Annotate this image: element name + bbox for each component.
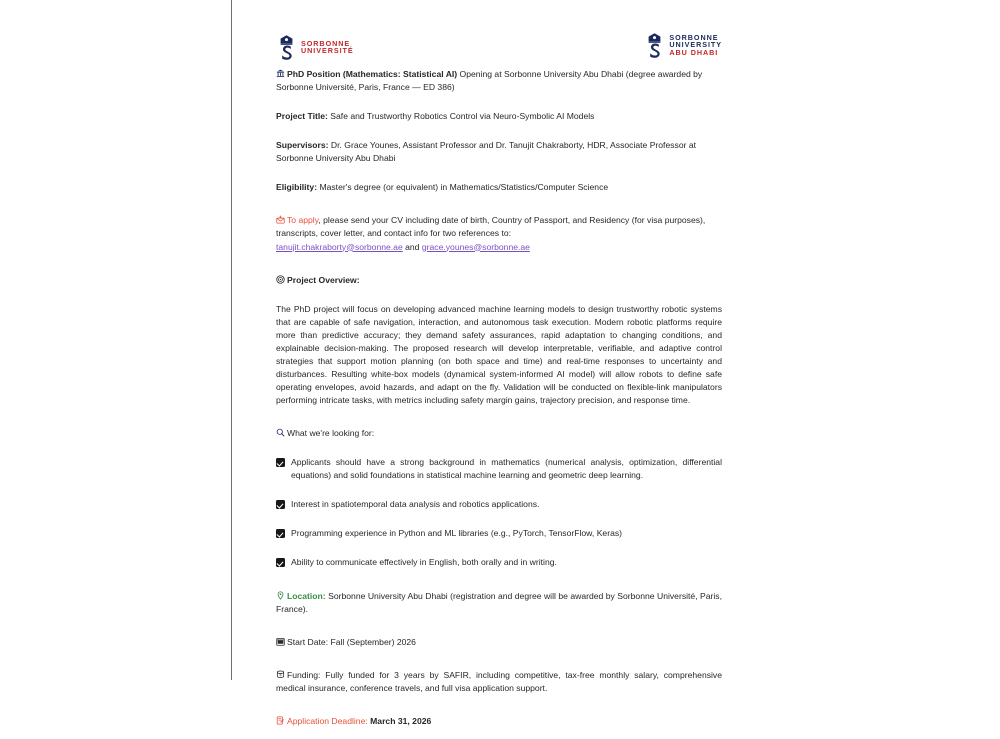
overview-heading — [276, 274, 722, 287]
project-title-label: Project Title: — [276, 111, 328, 122]
email-link-tanujit[interactable]: tanujit.chakraborty@sorbonne.ae — [276, 241, 403, 252]
sorbonne-logo-text — [301, 40, 354, 55]
eligibility-label: Eligibility: — [276, 182, 318, 193]
list-item — [276, 556, 722, 569]
sorbonne-logo-line2: UNIVERSITÉ — [301, 46, 354, 55]
check-box-icon — [276, 458, 285, 467]
location-line — [276, 590, 722, 616]
eligibility-value: Master's degree (or equivalent) in Mathematics/Statistics/Computer Science — [317, 182, 609, 193]
sorbonne-universite-logo — [276, 34, 354, 60]
map-pin-icon — [276, 591, 285, 600]
looking-for-heading — [276, 427, 722, 440]
project-title-line — [276, 110, 722, 123]
sorbonne-logo-line1: SORBONNE — [301, 38, 351, 48]
apply-body: , please send your CV including date of birth, Country of Passport, and Residency (for visa purposes), transcripts, cover letter, and contact info for two references to: — [276, 215, 706, 239]
logo-row — [276, 32, 722, 66]
funding-line — [276, 669, 722, 695]
classical-building-icon — [276, 69, 285, 78]
sorbonne-abu-dhabi-logo-text — [669, 34, 722, 56]
check-box-icon — [276, 500, 285, 509]
list-item — [276, 498, 722, 511]
document-content — [276, 68, 722, 739]
supervisors-label: Supervisors: — [276, 140, 329, 151]
memo-icon — [276, 716, 285, 725]
abu-dhabi-logo-line1: SORBONNE — [669, 32, 719, 42]
incoming-envelope-icon — [276, 215, 285, 224]
overview-heading-text: Project Overview: — [287, 274, 360, 285]
deadline-label: Application Deadline: — [287, 715, 368, 726]
check-box-icon — [276, 529, 285, 538]
apply-paragraph — [276, 214, 722, 253]
headline-rest: Opening at Sorbonne University Abu Dhabi (degree awarded by Sorbonne Université, Paris, France — ED 386) — [276, 69, 703, 93]
start-date-text: Start Date: Fall (September) 2026 — [287, 636, 416, 647]
target-icon — [276, 275, 285, 284]
list-item-label: Ability to communicate effectively in English, both orally and in writing. — [291, 557, 557, 568]
list-item-label: Applicants should have a strong background in mathematics (numerical analysis, optimization, differential equations) and solid foundations in statistical machine learning and geometric deep learning. — [291, 457, 722, 481]
sorbonne-abu-dhabi-logo — [644, 32, 722, 58]
email-link-grace[interactable]: grace.younes@sorbonne.ae — [421, 241, 530, 252]
document-body — [276, 0, 722, 726]
page-gutter-line — [231, 0, 232, 680]
deadline-value: March 31, 2026 — [370, 715, 432, 726]
list-item — [276, 527, 722, 540]
apply-highlight: To apply — [287, 215, 319, 226]
svg-text:$: $ — [279, 672, 282, 677]
deadline-line — [276, 715, 722, 728]
list-item — [276, 456, 722, 482]
location-value: Sorbonne University Abu Dhabi (registration and degree will be awarded by Sorbonne Université, Paris, France). — [276, 590, 722, 614]
supervisors-line — [276, 139, 722, 165]
coin-icon — [276, 670, 285, 679]
apply-conjunction: and — [402, 241, 422, 252]
sorbonne-abu-dhabi-logo-mark-icon — [644, 32, 665, 58]
calendar-icon — [276, 637, 285, 646]
funding-text: Funding: Fully funded for 3 years by SAFIR, including competitive, tax-free monthly salary, comprehensive medical insurance, conference travels, and full visa application support. — [276, 669, 722, 693]
abu-dhabi-logo-line3: ABU DHABI — [669, 47, 719, 57]
project-title-value: Safe and Trustworthy Robotics Control via Neuro-Symbolic AI Models — [327, 111, 595, 122]
headline-bold: PhD Position (Mathematics: Statistical AI) — [287, 69, 458, 79]
sorbonne-logo-mark-icon — [276, 34, 297, 60]
magnifying-glass-icon — [276, 428, 285, 437]
start-date-line — [276, 636, 722, 649]
abu-dhabi-logo-line2: UNIVERSITY — [669, 40, 722, 50]
location-label: Location: — [287, 590, 326, 601]
overview-paragraph: The PhD project will focus on developing advanced machine learning models to design trustworthy robotic systems that are capable of safe navigation, interaction, and autonomous task execution. Modern robotic platforms require more than predictive accuracy; they demand safety assurances, rapid adaptation to changing conditions, and explainable decision-making. The proposed research will develop interpretable, verifiable, and adaptive control strategies that support motion planning (on both space and time) and real-time responses to uncertainty and disturbances. Resulting white-box models (dynamical system-informed AI model) will allow robots to define safe operating envelopes, avoid hazards, and adapt on the fly. Validation will be conducted on flexible-link manipulators performing intricate tasks, with metrics including safety margin gains, trajectory precision, and response time. — [276, 303, 722, 406]
check-box-icon — [276, 558, 285, 567]
supervisors-value: Dr. Grace Younes, Assistant Professor and Dr. Tanujit Chakraborty, HDR, Associate Professor at Sorbonne University Abu Dhabi — [276, 140, 697, 164]
eligibility-line — [276, 181, 722, 194]
looking-for-heading-text: What we're looking for: — [287, 428, 375, 439]
list-item-label: Interest in spatiotemporal data analysis and robotics applications. — [291, 499, 540, 510]
headline — [276, 68, 722, 94]
list-item-label: Programming experience in Python and ML libraries (e.g., PyTorch, TensorFlow, Keras) — [291, 528, 623, 539]
